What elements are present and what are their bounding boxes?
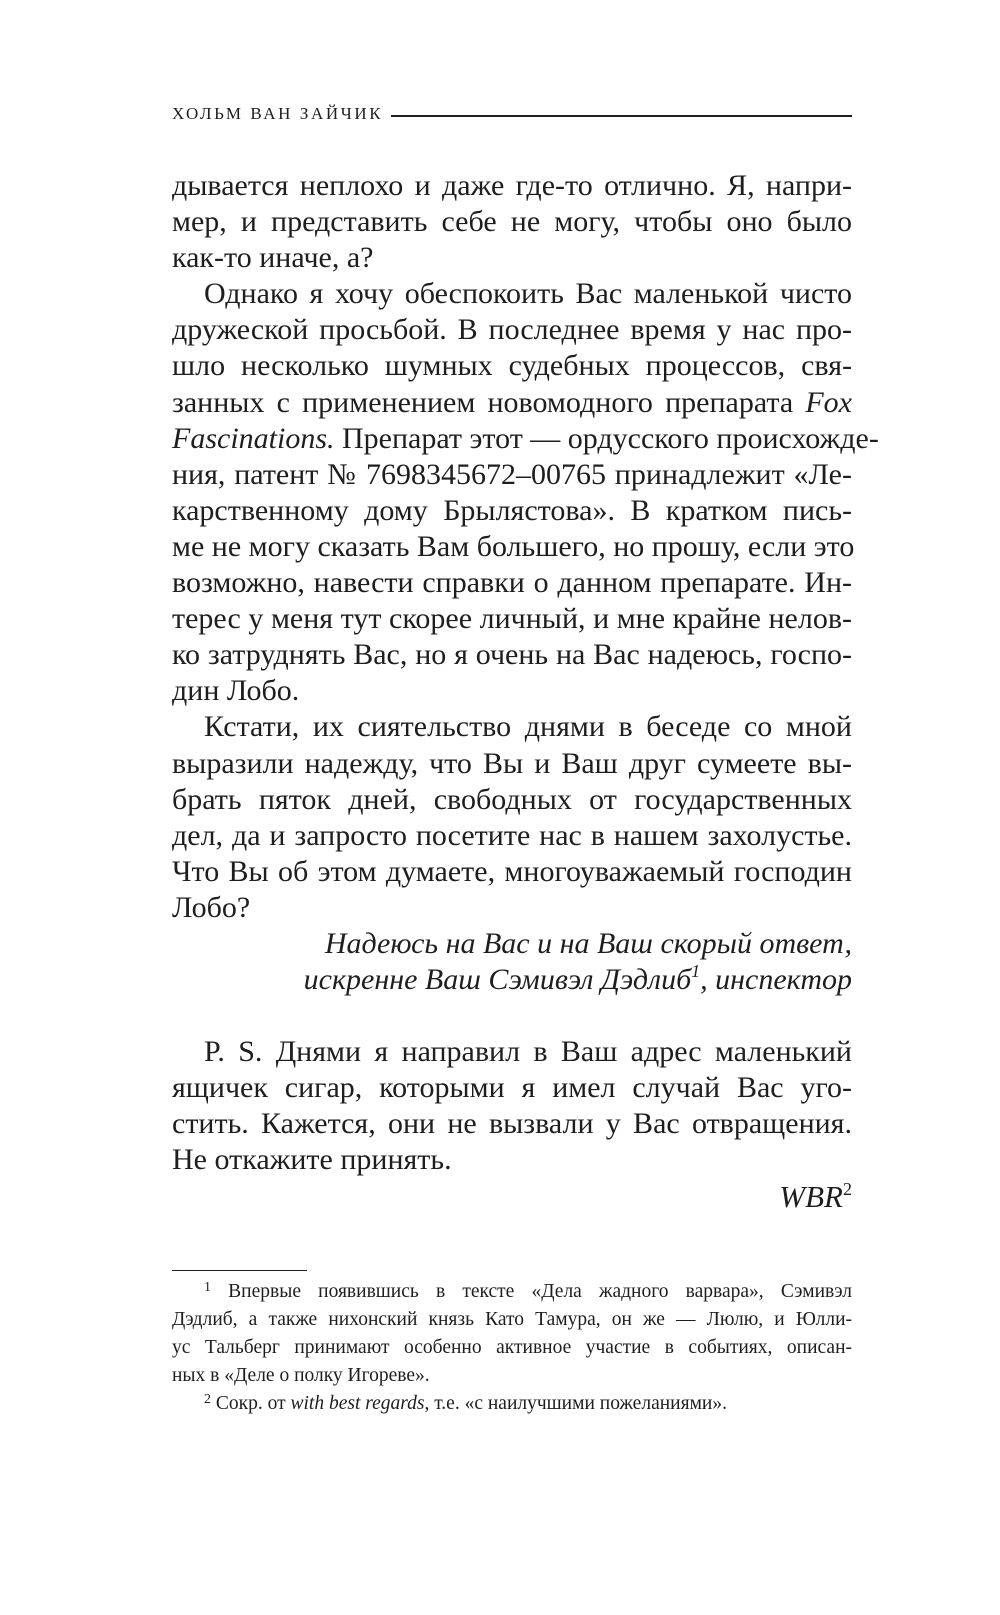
text-line: Лобо? — [172, 890, 251, 924]
text-line: терес у меня тут скорее личный, и мне крайне нелов- — [172, 602, 852, 636]
text-line — [172, 385, 852, 421]
signature-role: , инспектор — [700, 963, 852, 997]
text-line: ме не могу сказать Вам большего, но прошу, если это — [172, 529, 855, 563]
text-fragment: занных с применением новомодного препарата — [172, 385, 794, 419]
text-line: Не откажите принять. — [172, 1143, 452, 1177]
footnote-line: Дэдлиб, а также нихонский князь Като Тамура, он же — Люлю, и Юлли- — [172, 1309, 852, 1330]
italic-term: Fascinations. — [172, 421, 335, 455]
italic-term: Fox — [805, 385, 852, 419]
text-line: шло несколько шумных судебных процессов, свя- — [172, 349, 852, 383]
running-title: ХОЛЬМ ВАН ЗАЙЧИК — [172, 104, 384, 123]
footnote-text: Впервые появившись в тексте «Дела жадного варвара», Сэмивэл — [228, 1281, 853, 1302]
text-line: P. S. Днями я направил в Ваш адрес маленький — [204, 1035, 852, 1069]
text-line: ящичек сигар, которыми я имел случай Вас уго- — [172, 1071, 852, 1105]
text-line — [172, 421, 879, 457]
text-line: Однако я хочу обеспокоить Вас маленькой чисто — [204, 277, 852, 311]
text-line: брать пяток дней, свободных от государственных — [172, 782, 852, 816]
closing-text: WBR — [779, 1178, 843, 1214]
footnote-line: ус Тальберг принимают особенно активное участие в событиях, описан- — [172, 1337, 852, 1358]
text-line: стить. Кажется, они не вызвали у Вас отвращения. — [172, 1107, 852, 1141]
footnote-mark: 2 — [204, 1392, 211, 1407]
blank-line — [172, 998, 852, 1034]
footnote-line: ных в «Деле о полку Игореве». — [172, 1365, 430, 1386]
footnote-ref: 1 — [691, 961, 701, 982]
footnotes — [172, 1278, 852, 1418]
text-line: как-то иначе, а? — [172, 241, 374, 275]
footnote-text: , т.е. «с наилучшими пожеланиями». — [424, 1393, 727, 1414]
footnote-rule — [172, 1270, 307, 1271]
text-line: Что Вы об этом думаете, многоуважаемый господин — [172, 854, 852, 888]
body-text — [172, 168, 879, 1216]
text-fragment: Препарат этот — ордусского происхожде- — [342, 421, 879, 455]
signature-line: Надеюсь на Вас и на Ваш скорый ответ, — [324, 926, 852, 960]
text-line: карственному дому Брылястова». В кратком пись- — [172, 493, 852, 527]
footnote-ref: 2 — [843, 1178, 852, 1199]
text-line: возможно, навести справки о данном препарате. Ин- — [172, 566, 852, 600]
footnote-line — [172, 1278, 852, 1306]
text-line: мер, и представить себе не могу, чтобы оно было — [172, 205, 852, 239]
text-line: выразили надежду, что Вы и Ваш друг сумеете вы- — [172, 746, 852, 780]
signature-name: искренне Ваш Сэмивэл Дэдлиб — [303, 963, 692, 997]
closing-line — [172, 1179, 852, 1216]
text-line: дин Лобо. — [172, 674, 300, 708]
footnote-text: Сокр. от — [215, 1393, 286, 1414]
text-line: дружеской просьбой. В последнее время у нас про- — [172, 313, 852, 347]
footnote-line — [172, 1390, 852, 1418]
signature-line — [172, 962, 852, 998]
running-header — [172, 104, 852, 124]
header-rule — [391, 115, 852, 117]
footnote-italic: with best regards — [290, 1393, 425, 1414]
text-line: дывается неплохо и даже где-то отлично. Я, напри- — [172, 169, 852, 202]
text-line: Кстати, их сиятельство днями в беседе со мной — [204, 710, 852, 744]
text-line: дел, да и запросто посетите нас в нашем захолустье. — [172, 818, 852, 852]
footnote-mark: 1 — [204, 1280, 211, 1295]
text-line: ния, патент № 7698345672–00765 принадлежит «Ле- — [172, 457, 852, 491]
text-line: ко затруднять Вас, но я очень на Вас надеюсь, госпо- — [172, 638, 852, 672]
